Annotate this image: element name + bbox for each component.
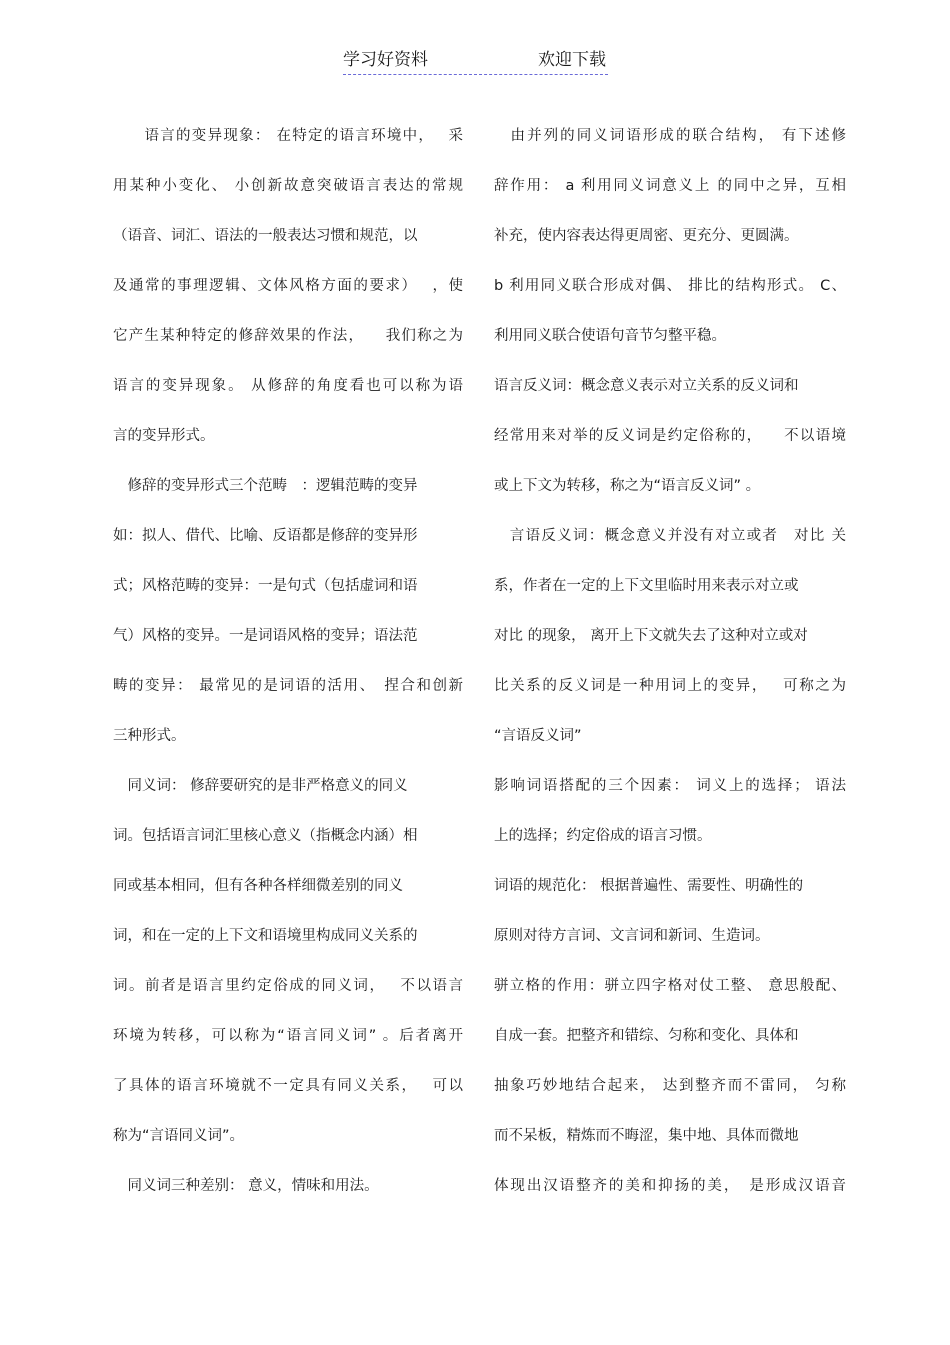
- header-left-text: 学习好资料: [343, 50, 428, 70]
- text-line: 骈立格的作用：骈立四字格对仗工整、 意思般配、: [494, 978, 846, 994]
- text-line: 环境为转移，可以称为“语言同义词” 。后者离开: [113, 1028, 463, 1044]
- text-line: “言语反义词”: [494, 728, 582, 744]
- text-line: 同义词三种差别： 意义，情味和用法。: [113, 1178, 379, 1194]
- text-line: 语言的变异现象： 在特定的语言环境中， 采: [113, 128, 463, 144]
- text-line: 及通常的事理逻辑、文体风格方面的要求） ，使: [113, 278, 463, 294]
- text-line: 同义词： 修辞要研究的是非严格意义的同义: [113, 778, 408, 794]
- left-column: [113, 122, 463, 1222]
- text-line: 原则对待方言词、文言词和新词、生造词。: [494, 928, 770, 944]
- text-line: 词。包括语言词汇里核心意义（指概念内涵）相: [113, 828, 418, 844]
- text-line: 语言反义词：概念意义表示对立关系的反义词和: [494, 378, 799, 394]
- text-line: 了具体的语言环境就不一定具有同义关系， 可以: [113, 1078, 463, 1094]
- text-line: 而不呆板，精炼而不晦涩，集中地、具体而微地: [494, 1128, 799, 1144]
- text-line: 词。前者是语言里约定俗成的同义词， 不以语言: [113, 978, 463, 994]
- text-line: 修辞的变异形式三个范畴 ：逻辑范畴的变异: [113, 478, 418, 494]
- text-line: 称为“言语同义词”。: [113, 1128, 245, 1144]
- text-line: 气）风格的变异。一是词语风格的变异；语法范: [113, 628, 418, 644]
- text-line: 辞作用： a 利用同义词意义上 的同中之异，互相: [494, 178, 846, 194]
- header-right-text: 欢迎下载: [538, 50, 606, 70]
- text-line: 词语的规范化： 根据普遍性、需要性、明确性的: [494, 878, 804, 894]
- text-line: 三种形式。: [113, 728, 186, 744]
- text-line: 上的选择；约定俗成的语言习惯。: [494, 828, 712, 844]
- text-line: 影响词语搭配的三个因素： 词义上的选择； 语法: [494, 778, 846, 794]
- text-line: 补充，使内容表达得更周密、更充分、更圆满。: [494, 228, 799, 244]
- text-line: （语音、词汇、语法的一般表达习惯和规范，以: [113, 228, 418, 244]
- text-line: 或上下文为转移，称之为“语言反义词” 。: [494, 478, 761, 494]
- text-line: 畴的变异： 最常见的是词语的活用、 捏合和创新: [113, 678, 463, 694]
- text-line: 词，和在一定的上下文和语境里构成同义关系的: [113, 928, 418, 944]
- text-line: 经常用来对举的反义词是约定俗称的， 不以语境: [494, 428, 846, 444]
- text-line: 体现出汉语整齐的美和抑扬的美， 是形成汉语音: [494, 1178, 846, 1194]
- text-line: 式；风格范畴的变异：一是句式（包括虚词和语: [113, 578, 418, 594]
- text-line: 用某种小变化、 小创新故意突破语言表达的常规: [113, 178, 463, 194]
- text-line: 如：拟人、借代、比喻、反语都是修辞的变异形: [113, 528, 418, 544]
- text-line: 同或基本相同，但有各种各样细微差别的同义: [113, 878, 403, 894]
- text-line: 比关系的反义词是一种用词上的变异， 可称之为: [494, 678, 846, 694]
- text-line: 对比 的现象， 离开上下文就失去了这种对立或对: [494, 628, 808, 644]
- text-line: 由并列的同义词语形成的联合结构， 有下述修: [494, 128, 846, 144]
- text-line: 利用同义联合使语句音节匀整平稳。: [494, 328, 726, 344]
- text-line: 它产生某种特定的修辞效果的作法， 我们称之为: [113, 328, 463, 344]
- page-header: [343, 46, 608, 75]
- text-line: 系，作者在一定的上下文里临时用来表示对立或: [494, 578, 799, 594]
- right-column: [494, 122, 846, 1222]
- text-line: 言语反义词：概念意义并没有对立或者 对比 关: [494, 528, 846, 544]
- text-line: 自成一套。把整齐和错综、匀称和变化、具体和: [494, 1028, 799, 1044]
- text-line: 言的变异形式。: [113, 428, 215, 444]
- text-line: b 利用同义联合形成对偶、 排比的结构形式。 C、: [494, 278, 846, 294]
- text-line: 语言的变异现象。 从修辞的角度看也可以称为语: [113, 378, 463, 394]
- text-line: 抽象巧妙地结合起来， 达到整齐而不雷同， 匀称: [494, 1078, 846, 1094]
